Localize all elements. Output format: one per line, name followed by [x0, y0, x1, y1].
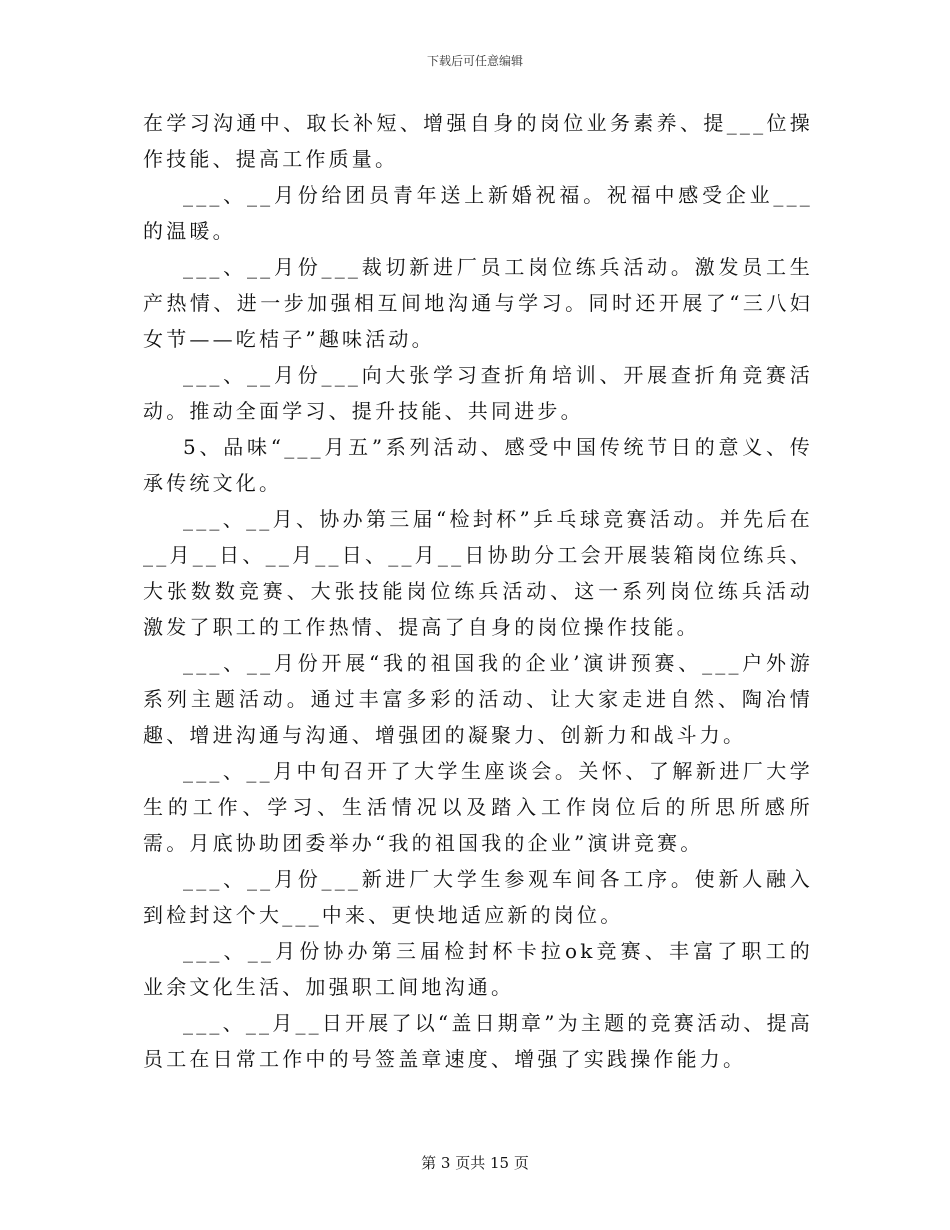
- document-body: [143, 105, 813, 1077]
- paragraph: ___、__月份给团员青年送上新婚祝福。祝福中感受企业___的温暖。: [143, 183, 813, 243]
- paragraph: ___、__月份___向大张学习查折角培训、开展查折角竞赛活动。推动全面学习、提升技能、共同进步。: [143, 363, 813, 423]
- paragraph: ___、__月份开展“我的祖国我的企业’演讲预赛、___户外游系列主题活动。通过丰富多彩的活动、让大家走进自然、陶冶情趣、增进沟通与沟通、增强团的凝聚力、创新力和战斗力。: [143, 651, 813, 747]
- paragraph: ___、__月中旬召开了大学生座谈会。关怀、了解新进厂大学生的工作、学习、生活情况以及踏入工作岗位后的所思所感所需。月底协助团委举办“我的祖国我的企业”演讲竞赛。: [143, 759, 813, 855]
- paragraph: 在学习沟通中、取长补短、增强自身的岗位业务素养、提___位操作技能、提高工作质量。: [143, 111, 813, 171]
- paragraph: ___、__月份协办第三届检封杯卡拉ok竞赛、丰富了职工的业余文化生活、加强职工间地沟通。: [143, 939, 813, 999]
- paragraph: ___、__月份___新进厂大学生参观车间各工序。使新人融入到检封这个大___中来、更快地适应新的岗位。: [143, 867, 813, 927]
- paragraph: ___、__月、协办第三届“检封杯”乒乓球竞赛活动。并先后在__月__日、__月__日、__月__日协助分工会开展装箱岗位练兵、大张数数竞赛、大张技能岗位练兵活动、这一系列岗位练兵活动激发了职工的工作热情、提高了自身的岗位操作技能。: [143, 507, 813, 639]
- page-header: 下载后可任意编辑: [426, 54, 523, 68]
- paragraph: ___、__月__日开展了以“盖日期章”为主题的竞赛活动、提高员工在日常工作中的号签盖章速度、增强了实践操作能力。: [143, 1011, 813, 1071]
- page-footer: 第 3 页共 15 页: [421, 1154, 529, 1172]
- paragraph: ___、__月份___裁切新进厂员工岗位练兵活动。激发员工生产热情、进一步加强相互间地沟通与学习。同时还开展了“三八妇女节——吃桔子”趣味活动。: [143, 255, 813, 351]
- paragraph: 5、品味“___月五”系列活动、感受中国传统节日的意义、传承传统文化。: [143, 435, 813, 495]
